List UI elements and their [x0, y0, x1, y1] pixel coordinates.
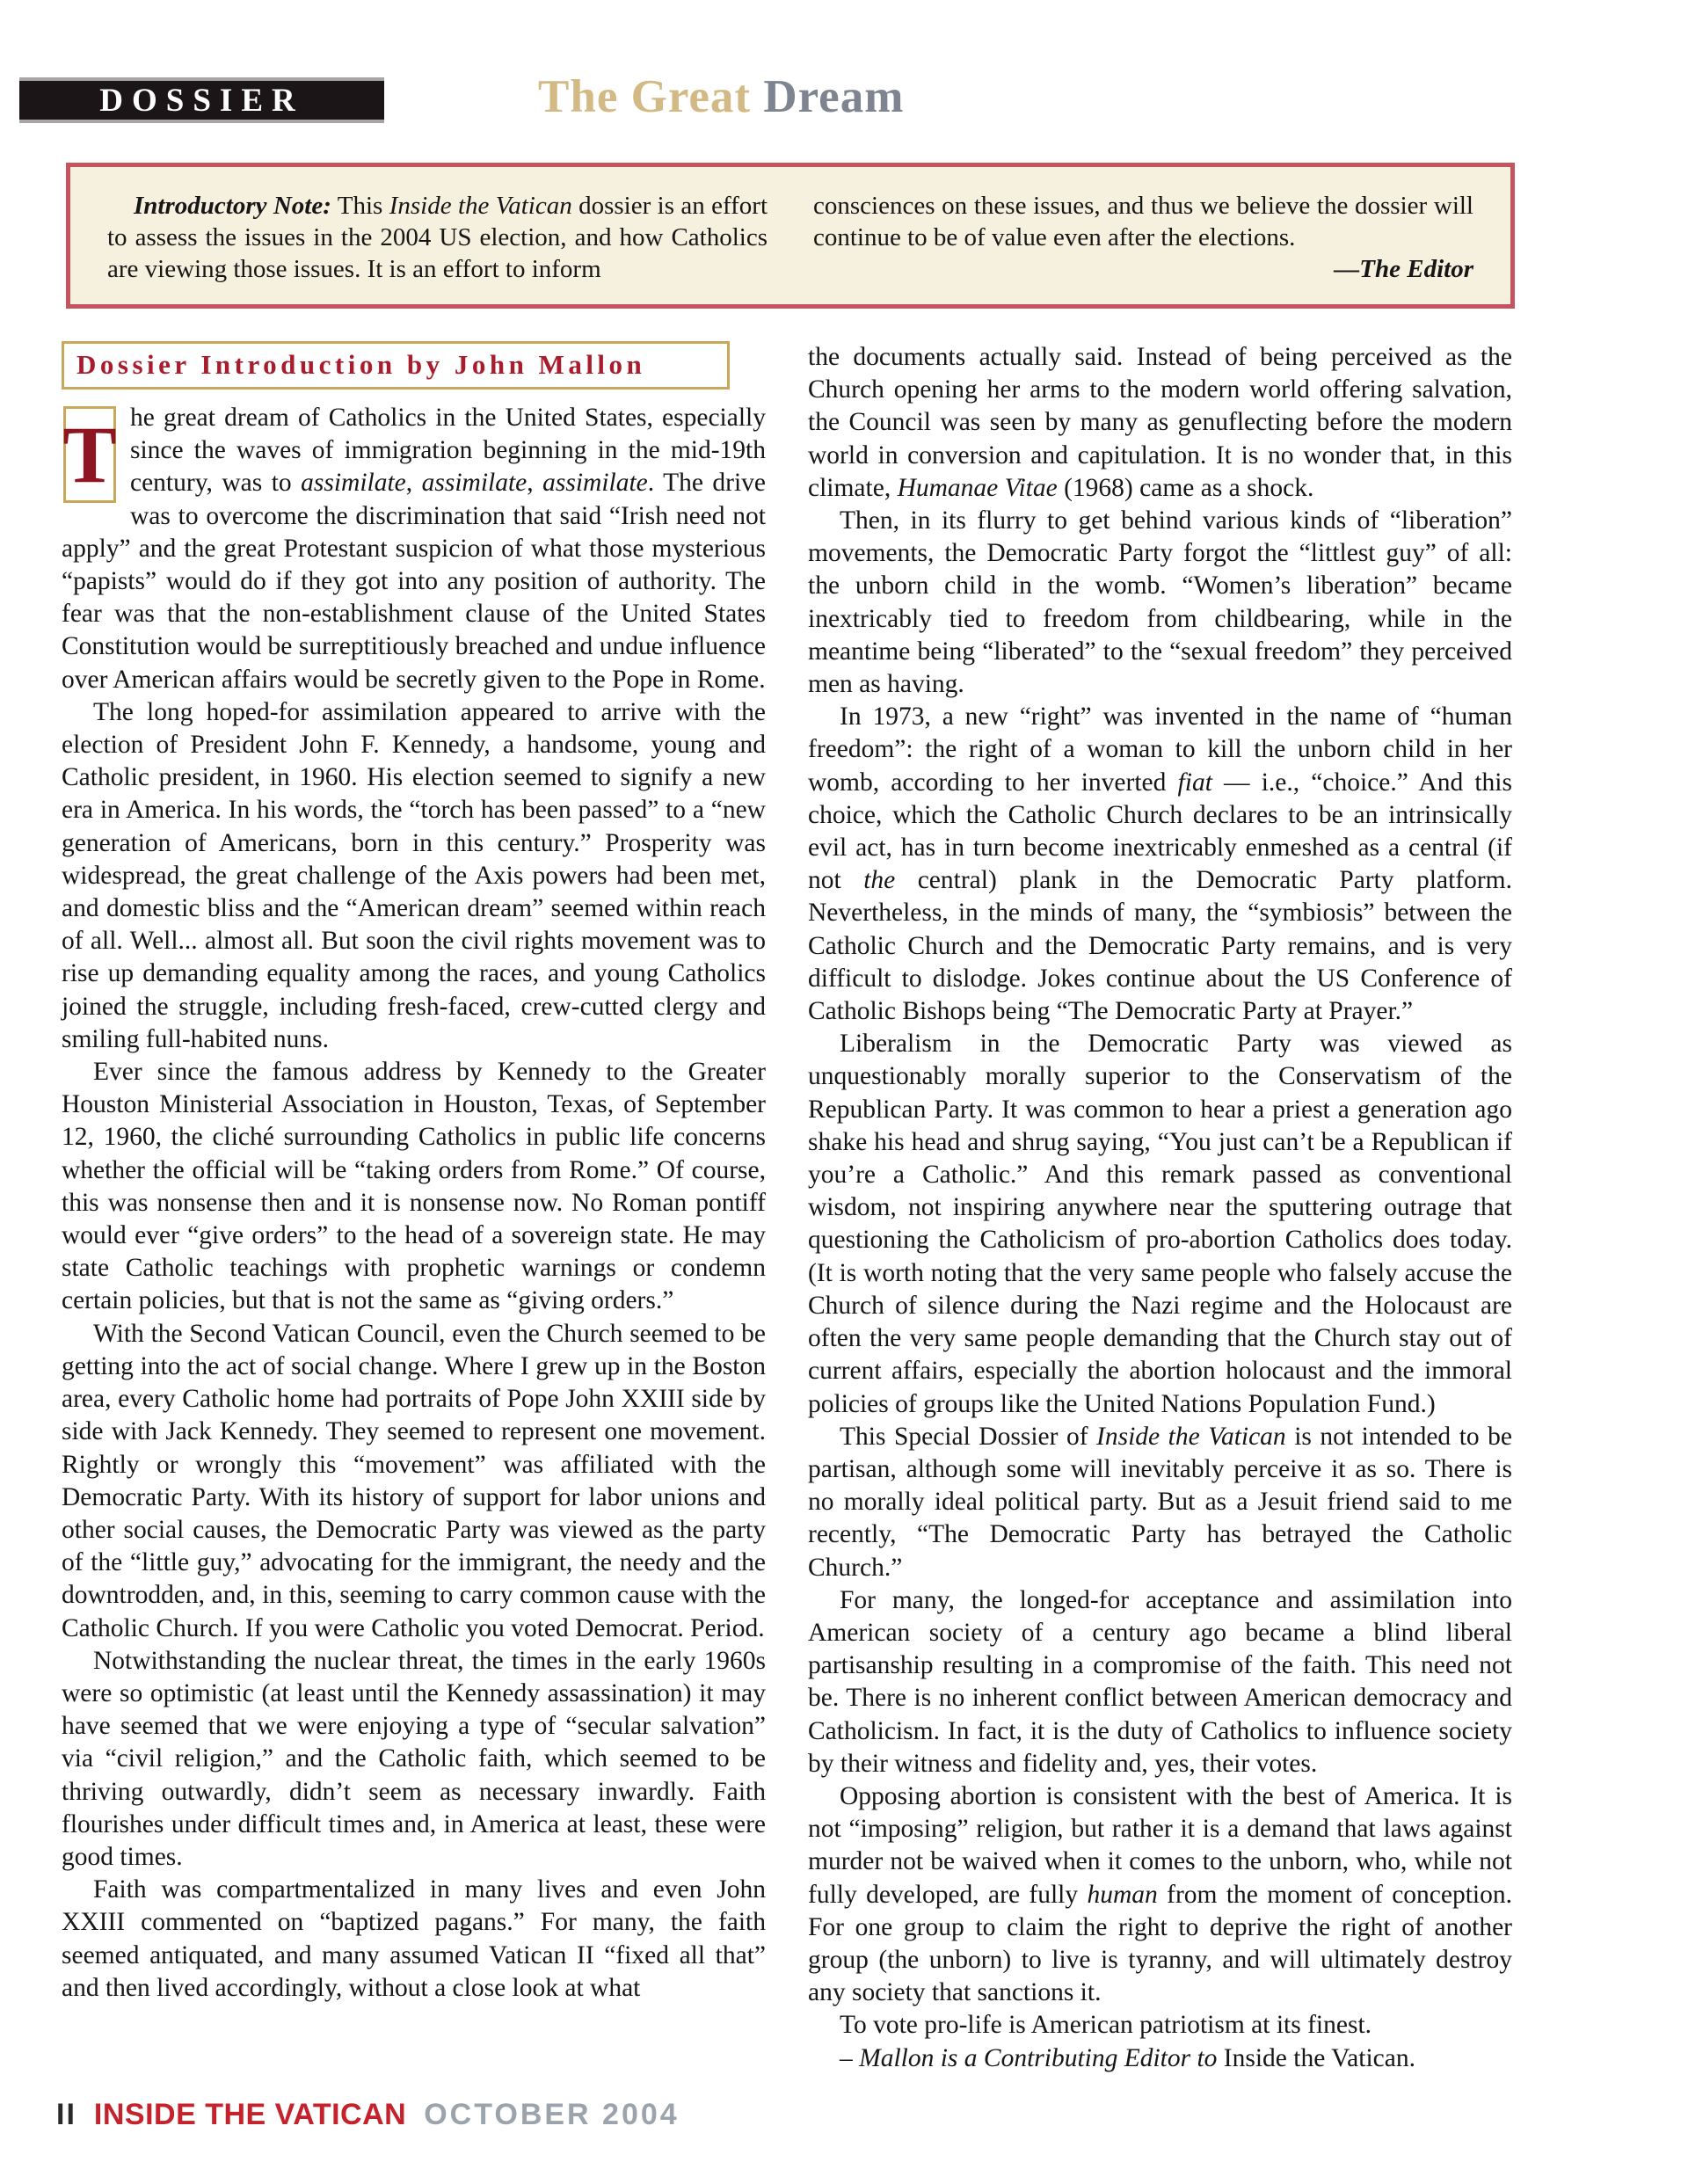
paragraph: In 1973, a new “right” was invented in the name of “human freedom”: the right of a woman to kill the unborn child in her womb, according to her inverted fiat — i.e., “choice.” And this choice, which the Catholic Church declares to be an intrinsically evil act, has in turn become inextricably enmeshed as a central (if not the central) plank in the Democratic Party platform. Nevertheless, in the minds of many, the “symbiosis” between the Catholic Church and the Democratic Party remains, and is very difficult to dislodge. Jokes continue about the US Conference of Catholic Bishops being “The Democratic Party at Prayer.” — [808, 703, 1512, 1026]
drop-cap-letter: T — [62, 410, 117, 499]
introductory-note-left-column — [107, 190, 768, 285]
paragraph: This Special Dossier of Inside the Vatican is not intended to be partisan, although some will inevitably perceive it as so. There is no morally ideal political party. But as a Jesuit friend said to me recently, “The Democratic Party has betrayed the Catholic Church.” — [808, 1422, 1512, 1582]
paragraph — [62, 402, 766, 696]
introductory-note-right-column — [813, 190, 1473, 285]
paragraph: Notwithstanding the nuclear threat, the times in the early 1960s were so optimistic (at least until the Kennedy assassination) it may have seemed that we were enjoying a type of “secular salvation” via “civil religion,” and the Catholic faith, which seemed to be thriving outwardly, didn’t seem as necessary inwardly. Faith flourishes under difficult times and, in America at least, these were good times. — [62, 1646, 766, 1871]
page-title-primary: The Great — [538, 71, 764, 122]
issue-date: OCTOBER 2004 — [424, 2098, 680, 2131]
page-title — [538, 70, 904, 123]
page-footer — [56, 2098, 680, 2132]
paragraph: Then, in its flurry to get behind various kinds of “liberation” movements, the Democratic Party forgot the “littlest guy” of all: the unborn child in the womb. “Women’s liberation” became inextricably tied to freedom from childbearing, while in the meantime being “liberated” to the “sexual freedom” they perceived men as having. — [808, 506, 1512, 699]
page-number: II — [56, 2098, 76, 2131]
introductory-note-body-right: consciences on these issues, and thus we believe the dossier will continue to be of value even after the elections. — [813, 192, 1473, 251]
paragraph: Faith was compartmentalized in many lives and even John XXIII commented on “baptized pagans.” For many, the faith seemed antiquated, and many assumed Vatican II “fixed all that” and then lived accordingly, without a close look at what — [62, 1875, 766, 2002]
magazine-name: INSIDE THE VATICAN — [93, 2098, 407, 2131]
paragraph: the documents actually said. Instead of being perceived as the Church opening her arms to the modern world offering salvation, the Council was seen by many as genuflecting before the modern world in conversion and capitulation. It is no wonder that, in this climate, Humanae Vitae (1968) came as a shock. — [808, 343, 1512, 502]
author-credit: – Mallon is a Contributing Editor to Inside the Vatican. — [840, 2043, 1415, 2072]
paragraph: For many, the longed-for acceptance and assimilation into American society of a century ago became a blind liberal partisanship resulting in a compromise of the faith. This need not be. There is no inherent conflict between American democracy and Catholicism. In fact, it is the duty of Catholics to influence society by their witness and fidelity and, yes, their votes. — [808, 1585, 1512, 1778]
section-heading: Dossier Introduction by John Mallon — [76, 349, 646, 380]
paragraph: Liberalism in the Democratic Party was viewed as unquestionably morally superior to the Conservatism of the Republican Party. It was common to hear a priest a generation ago shake his head and shrug saying, “You just can’t be a Republican if you’re a Catholic.” And this remark passed as conventional wisdom, not inspiring anywhere near the sputtering outrage that questioning the Catholicism of pro-abortion Catholics does today. (It is worth noting that the very same people who falsely accuse the Church of silence during the Nazi regime and the Holocaust are often the very same people demanding that the Church stay out of current affairs, especially the abortion holocaust and the immoral policies of groups like the United Nations Population Fund.) — [808, 1030, 1512, 1418]
right-column — [808, 341, 1512, 2075]
paragraph-text: he great dream of Catholics in the United States, especially since the waves of immigration beginning in the mid-19th century, was to assimilate, assimilate, assimilate. The drive was to overcome the discrimination that said “Irish need not apply” and the great Protestant suspicion of what those mysterious “papists” would do if they got into any position of authority. The fear was that the non-establishment clause of the United States Constitution would be surreptitiously breached and undue influence over American affairs would be secretly given to the Pope in Rome. — [62, 404, 767, 694]
introductory-note-label: Introductory Note: — [134, 192, 331, 220]
section-heading-box — [62, 341, 730, 389]
introductory-note-text-left — [107, 190, 768, 285]
article-body — [62, 341, 1512, 2075]
paragraph: Ever since the famous address by Kennedy to the Greater Houston Ministerial Association in Houston, Texas, of September 12, 1960, the cliché surrounding Catholics in public life concerns whether the official will be “taking orders from Rome.” Of course, this was nonsense then and it is nonsense now. No Roman pontiff would ever “give orders” to the head of a sovereign state. He may state Catholic teachings with prophetic warnings or condemn certain policies, but that is not the same as “giving orders.” — [62, 1058, 766, 1315]
dossier-kicker-label: DOSSIER — [99, 82, 304, 119]
paragraph: To vote pro-life is American patriotism at its finest. — [840, 2011, 1372, 2040]
paragraph: Opposing abortion is consistent with the best of America. It is not “imposing” religion, but rather it is a demand that laws against murder not be waived when it comes to the unborn, who, while not fully developed, are fully human from the moment of conception. For one group to claim the right to deprive the right of another group (the unborn) to live is tyranny, and will ultimately destroy any society that sanctions it. — [808, 1781, 1512, 2007]
left-column — [62, 341, 766, 2075]
editor-signature: —The Editor — [1334, 255, 1473, 283]
paragraph: The long hoped-for assimilation appeared to arrive with the election of President John F. Kennedy, a handsome, young and Catholic president, in 1960. His election seemed to signify a new era in America. In his words, the “torch has been passed” to a “new generation of Americans, born in this century.” Prosperity was widespread, the great challenge of the Axis powers had been met, and domestic bliss and the “American dream” seemed within reach of all. Well... almost all. But soon the civil rights movement was to rise up demanding equality among the races, and young Catholics joined the struggle, including fresh-faced, crew-cutted clergy and smiling full-habited nuns. — [62, 697, 766, 1053]
page-title-secondary: Dream — [763, 71, 905, 122]
drop-cap-box — [63, 406, 116, 503]
dossier-kicker-bar — [19, 77, 384, 123]
introductory-note-box — [66, 163, 1515, 309]
paragraph: With the Second Vatican Council, even the Church seemed to be getting into the act of social change. Where I grew up in the Boston area, every Catholic home had portraits of Pope John XXIII side by side with Jack Kennedy. They seemed to represent one movement. Rightly or wrongly this “movement” was affiliated with the Democratic Party. With its history of support for labor unions and other social causes, the Democratic Party was viewed as the party of the “little guy,” advocating for the immigrant, the needy and the downtrodden, and, in this, seeming to carry common cause with the Catholic Church. If you were Catholic you voted Democrat. Period. — [62, 1319, 766, 1642]
introductory-note-body-left: This Inside the Vatican dossier is an effort to assess the issues in the 2004 US election, and how Catholics are viewing those issues. It is an effort to inform — [107, 192, 768, 283]
